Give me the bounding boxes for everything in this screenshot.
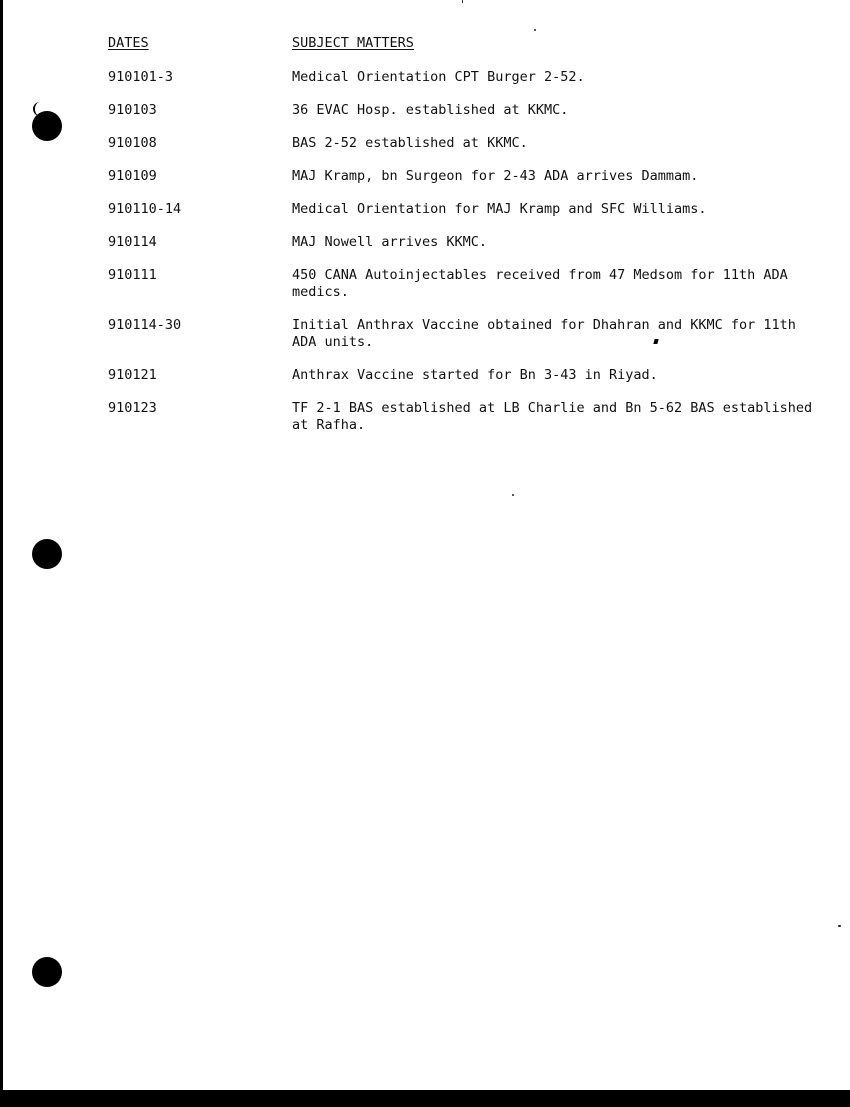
punch-hole-top [32,111,62,141]
dates-column-header: DATES [108,35,149,51]
entry-subject: BAS 2-52 established at KKMC. [292,135,528,151]
table-header [0,35,850,55]
entry-subject: MAJ Nowell arrives KKMC. [292,234,488,250]
entry-date: 910121 [108,367,157,383]
entry-date: 910123 [108,400,157,416]
scan-speck [534,29,536,31]
subject-matters-column-header: SUBJECT MATTERS [292,35,414,51]
entry-subject: 36 EVAC Hosp. established at KKMC. [292,102,569,118]
punch-hole-bottom [32,957,62,987]
entry-date: 910108 [108,135,157,151]
entry-subject: Initial Anthrax Vaccine obtained for Dhahran and KKMC for 11th ADA units. [292,317,796,350]
scan-speck [512,494,514,496]
entry-date: 910114 [108,234,157,250]
entry-subject: Medical Orientation for MAJ Kramp and SFC Williams. [292,201,707,217]
scan-bottom-edge [0,1090,850,1107]
entry-date: 910101-3 [108,69,174,85]
entry-date: 910114-30 [108,317,182,333]
entry-subject: TF 2-1 BAS established at LB Charlie and Bn 5-62 BAS established at Rafha. [292,400,813,433]
entry-subject: 450 CANA Autoinjectables received from 47 Medsom for 11th ADA medics. [292,267,788,300]
entry-date: 910103 [108,102,157,118]
entry-subject: MAJ Kramp, bn Surgeon for 2-43 ADA arrives Dammam. [292,168,699,184]
entry-subject: Medical Orientation CPT Burger 2-52. [292,69,585,85]
entry-date: 910109 [108,168,157,184]
scan-speck [838,925,841,927]
punch-hole-middle [32,539,62,569]
entry-subject: Anthrax Vaccine started for Bn 3-43 in Riyad. [292,367,658,383]
entry-date: 910110-14 [108,201,182,217]
entry-date: 910111 [108,267,157,283]
scan-left-edge [0,0,3,1090]
scan-speck [462,0,463,3]
